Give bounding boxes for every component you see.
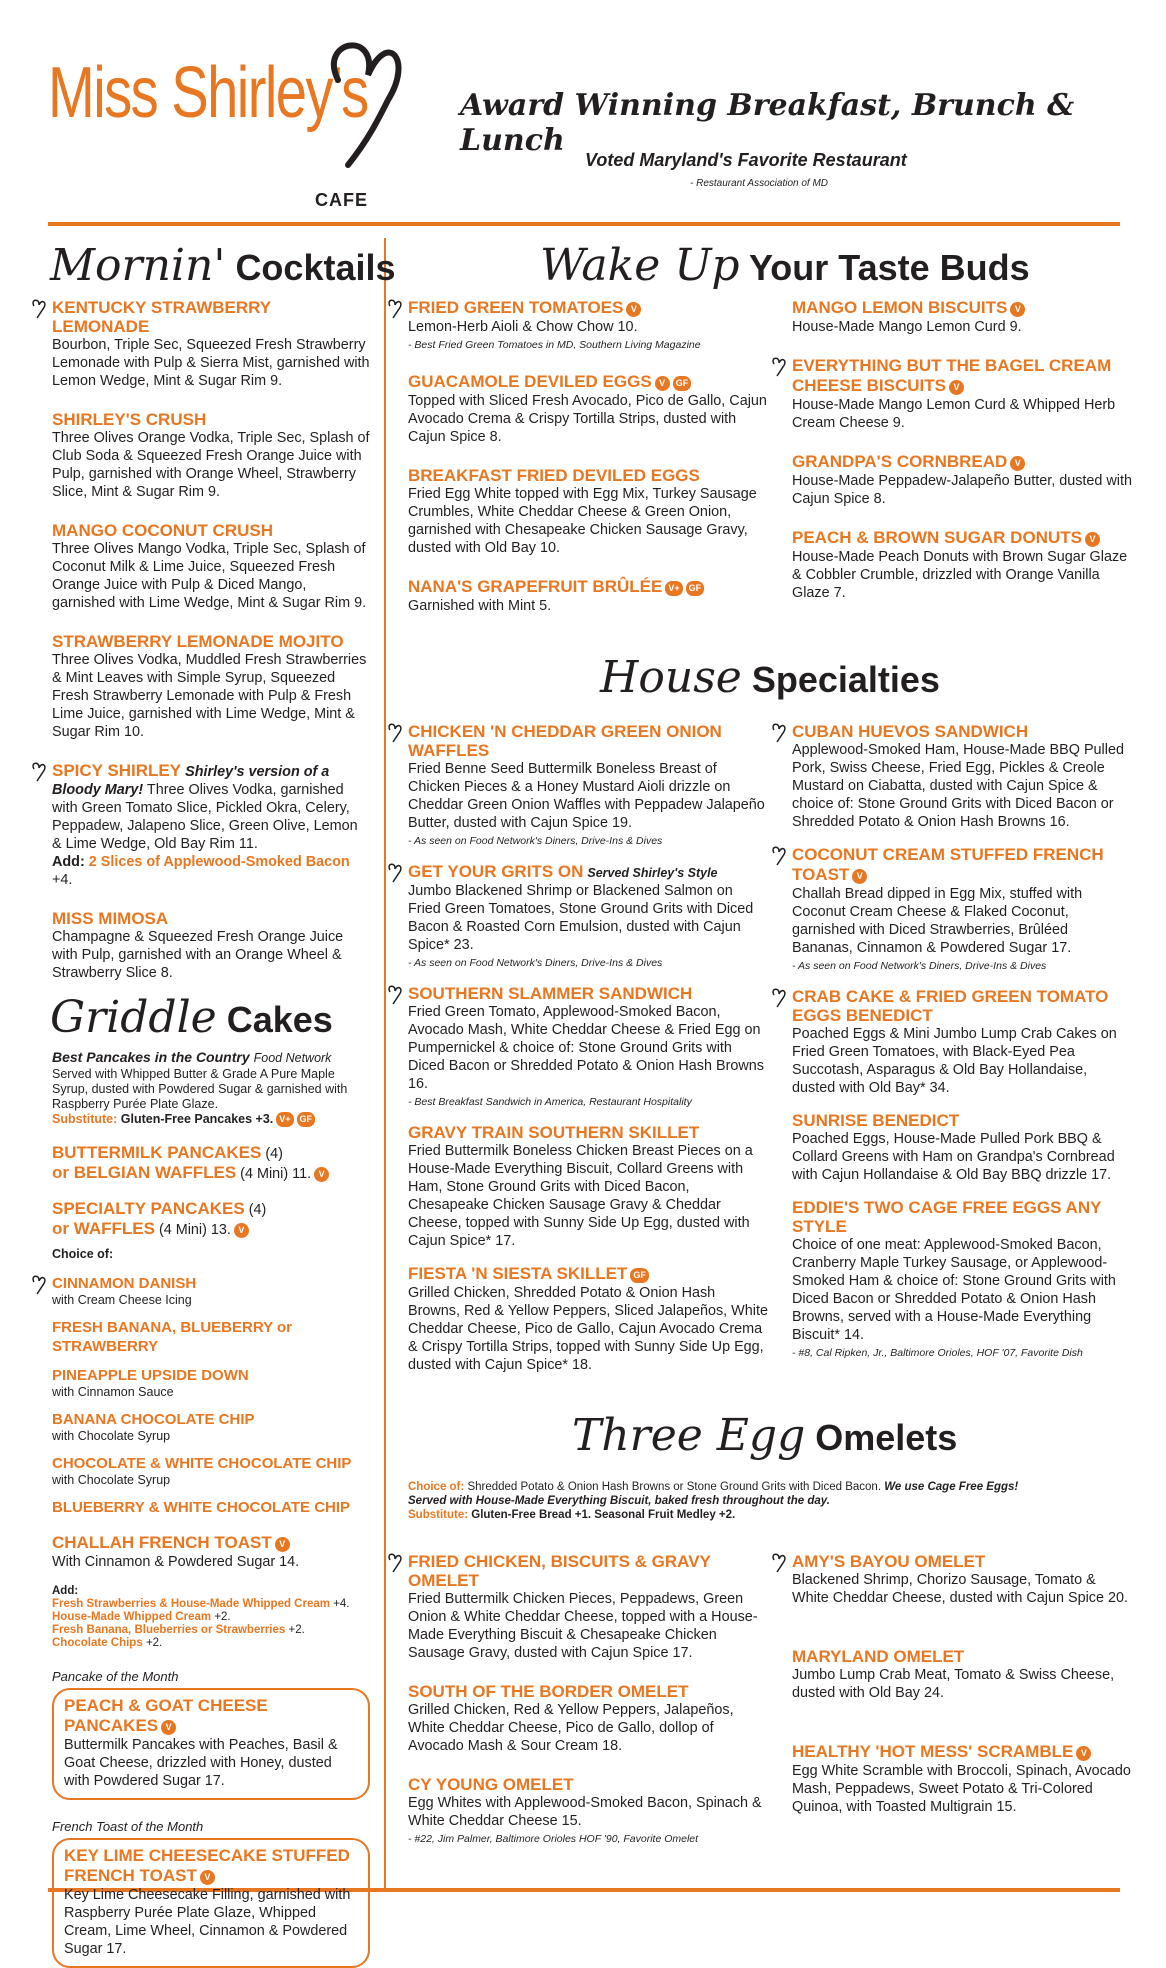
menu-item: SOUTH OF THE BORDER OMELET Grilled Chicken, Red & Yellow Peppers, Jalapeños, White Cheddar Cheese, Pico de Gallo, dollop of Avocado Mash & Sour Cream 18. bbox=[408, 1682, 734, 1754]
menu-item: FRIED CHICKEN, BISCUITS & GRAVY OMELET Fried Buttermilk Chicken Pieces, Peppadews, Green Onion & White Cheddar Cheese, topped with a House-Made Everything Biscuit & Chesapeake Chicken Sausage Gravy, dusted with Cajun Spice 17. bbox=[408, 1552, 768, 1662]
heart-icon bbox=[386, 722, 404, 744]
choice-item: BANANA CHOCOLATE CHIP with Chocolate Syrup bbox=[52, 1411, 255, 1444]
vegetarian-badge: V bbox=[852, 869, 867, 884]
menu-item: HEALTHY 'HOT MESS' SCRAMBLE V Egg White Scramble with Broccoli, Spinach, Avocado Mash, Peppadews, Sweet Potato & Tri-Colored Quinoa, with Toasted Multigrain 15. bbox=[792, 1742, 1131, 1815]
heart-icon bbox=[30, 761, 48, 783]
heart-logo-icon bbox=[318, 30, 408, 170]
add-ons: Add: Fresh Strawberries & House-Made Whipped Cream +4. House-Made Whipped Cream +2. Fresh Banana, Blueberries or Strawberries +2. Chocolate Chips +2. bbox=[52, 1585, 350, 1650]
menu-item: MANGO LEMON BISCUITS V House-Made Mango Lemon Curd 9. bbox=[792, 298, 1132, 336]
vegetarian-badge: V bbox=[161, 1720, 176, 1735]
omelets-intro: Choice of: Shredded Potato & Onion Hash Browns or Stone Ground Grits with Diced Bacon. We use Cage Free Eggs! Served with House-Made Everything Biscuit, baked fresh throughout the day. Substitute: Gluten-Free Bread +1. Seasonal Fruit Medley +2. bbox=[408, 1481, 1019, 1521]
wakeup-title: Wake Up Your Taste Buds bbox=[540, 240, 1030, 291]
heart-icon bbox=[386, 1552, 404, 1574]
wakeup-left-list bbox=[408, 298, 768, 635]
vegetarian-badge: V bbox=[1010, 456, 1025, 471]
vegetarian-badge: V bbox=[314, 1167, 329, 1182]
menu-item: NANA'S GRAPEFRUIT BRÛLÉE V+ GF Garnished with Mint 5. bbox=[408, 577, 768, 615]
omelets-title: Three Egg Omelets bbox=[572, 1410, 958, 1461]
heart-icon bbox=[386, 862, 404, 884]
vegan-badge: V+ bbox=[665, 581, 682, 596]
vegetarian-badge: V bbox=[626, 302, 641, 317]
menu-item: CRAB CAKE & FRIED GREEN TOMATO EGGS BENEDICT Poached Eggs & Mini Jumbo Lump Crab Cakes on Fried Green Tomatoes, with Black-Eyed Pea Succotash, Asparagus & Old Bay Hollandaise, dusted with Old Bay* 34. bbox=[792, 987, 1132, 1097]
vegetarian-badge: V bbox=[949, 380, 964, 395]
gluten-free-badge: GF bbox=[673, 376, 692, 391]
pancake-of-month-box: PEACH & GOAT CHEESE PANCAKES V Buttermilk Pancakes with Peaches, Basil & Goat Cheese, drizzled with Honey, dusted with Powdered Sugar 17. bbox=[52, 1688, 370, 1800]
cocktails-title: Mornin' Cocktails bbox=[50, 240, 396, 291]
griddle-title: Griddle Cakes bbox=[50, 992, 333, 1043]
choice-item: BLUEBERRY & WHITE CHOCOLATE CHIP bbox=[52, 1499, 351, 1517]
griddle-list: Best Pancakes in the Country Food Network Served with Whipped Butter & Grade A Pure Maple Syrup, dusted with Powdered Sugar & garnished with Raspberry Purée Plate Glaze. Substitute: Gluten-Free Pancakes +3. V+ GF BUTTERMILK PANCAKES (4) or BELGIAN WAFFLES (4 Mini) 11. V SPECIALTY PANCAKES (4) or WAFFLES (4 Mini) 13. V Choice of: CINNAMON DANISH with Cream Cheese Icing FRESH BANANA, BLUEBERRY or STRAWBERRY PINEAPPLE UPSIDE DOWN with Cinnamon Sauce BANANA CHOCOLATE CHIP with Chocolate Syrup CHOCOLATE & WHITE CHOCOLATE CHIP with Chocolate Syrup BLUEBERRY & WHITE CHOCOLATE CHIP CHALLAH FRENCH TOAST V With Cinnamon & Powdered Sugar 14. Add: Fresh Strawberries & House-Made Whipped Cream +4. House-Made Whipped Cream +2. Fresh Banana, Blueberries or Strawberries +2. Chocolate Chips +2. Pancake of the Month PEACH & GOAT CHEESE PANCAKES V Buttermilk Pancakes with Peaches, Basil & Goat Cheese, drizzled with Honey, dusted with Powdered Sugar 17. French Toast of the Month KEY LIME CHEESECAKE STUFFED FRENCH TOAST V Key Lime Cheesecake Filling, garnished with Raspberry Purée Plate Glaze, Whipped Cream, Lime Wheel, Cinnamon & Powdered Sugar 17. bbox=[52, 1048, 370, 1968]
vegetarian-badge: V bbox=[200, 1870, 215, 1885]
logo-cafe: CAFE bbox=[315, 190, 368, 210]
cocktail-item: KENTUCKY STRAWBERRY LEMONADE Bourbon, Triple Sec, Squeezed Fresh Strawberry Lemonade with Pulp & Sierra Mist, garnished with Lemon Wedge, Mint & Sugar Rim 9. bbox=[52, 298, 370, 390]
vegetarian-badge: V bbox=[275, 1537, 290, 1552]
gluten-free-badge: GF bbox=[630, 1268, 649, 1283]
menu-item: SUNRISE BENEDICT Poached Eggs, House-Made Pulled Pork BBQ & Collard Greens with Ham on Grandpa's Cornbread with Cajun Hollandaise & Old Bay BBQ drizzle 17. bbox=[792, 1111, 1115, 1183]
menu-item: GRAVY TRAIN SOUTHERN SKILLET Fried Buttermilk Boneless Chicken Breast Pieces on a House-Made Everything Biscuit, Collard Greens with Ham, Stone Ground Grits with Diced Bacon, Chesapeake Chicken Sausage Gravy & Cheddar Cheese, topped with Sunny Side Up Egg, dusted with Cajun Spice* 17. bbox=[408, 1123, 753, 1249]
menu-item: BREAKFAST FRIED DEVILED EGGS Fried Egg White topped with Egg Mix, Turkey Sausage Crumbles, White Cheddar Cheese & Green Onion, garnished with Chesapeake Chicken Sausage Gravy, dusted with Old Bay 10. bbox=[408, 466, 757, 556]
logo-wordmark: Miss Shirley's bbox=[48, 53, 368, 133]
french-toast-of-month-box: KEY LIME CHEESECAKE STUFFED FRENCH TOAST V Key Lime Cheesecake Filling, garnished with Raspberry Purée Plate Glaze, Whipped Cream, Lime Wheel, Cinnamon & Powdered Sugar 17. bbox=[52, 1838, 370, 1968]
menu-item: GET YOUR GRITS ON Served Shirley's Style Jumbo Blackened Shrimp or Blackened Salmon on Fried Green Tomatoes, Stone Ground Grits with Diced Bacon & Roasted Corn Emulsion, dusted with Cajun Spice* 23. - As seen on Food Network's Diners, Drive-Ins & Dives bbox=[408, 862, 768, 970]
menu-item: EDDIE'S TWO CAGE FREE EGGS ANY STYLE Choice of one meat: Applewood-Smoked Bacon, Cranberry Maple Turkey Sausage, or Applewood-Smoked Ham & choice of: Stone Ground Grits with Diced Bacon or Shredded Potato & Onion Hash Browns, served with a House-Made Everything Biscuit* 14. - #8, Cal Ripken, Jr., Baltimore Orioles, HOF '07, Favorite Dish bbox=[792, 1198, 1116, 1359]
house-left-list bbox=[408, 722, 768, 1394]
pancake-of-month-label: Pancake of the Month bbox=[52, 1669, 179, 1685]
menu-item: FIESTA 'N SIESTA SKILLET GF Grilled Chicken, Shredded Potato & Onion Hash Browns, Red & Yellow Peppers, Sliced Jalapeños, White Cheddar Cheese, Pico de Gallo, Cajun Avocado Crema & Crispy Tortilla Strips, topped with Sunny Side Up Egg, dusted with Cajun Spice* 18. bbox=[408, 1264, 768, 1373]
omelets-left-list bbox=[408, 1552, 768, 1866]
tagline: Award Winning Breakfast, Brunch & Lunch bbox=[460, 88, 1075, 158]
gluten-free-badge: GF bbox=[686, 581, 705, 596]
house-title: House Specialties bbox=[600, 652, 940, 703]
menu-item: FRIED GREEN TOMATOES V Lemon-Herb Aioli & Chow Chow 10. - Best Fried Green Tomatoes in MD, Southern Living Magazine bbox=[408, 298, 768, 352]
menu-item: CHICKEN 'N CHEDDAR GREEN ONION WAFFLES Fried Benne Seed Buttermilk Boneless Breast of Chicken Pieces & a Honey Mustard Aioli drizzle on Cheddar Green Onion Waffles with Peppadew Jalapeño Butter, dusted with Cajun Spice 19. - As seen on Food Network's Diners, Drive-Ins & Dives bbox=[408, 722, 768, 848]
omelets-right-list bbox=[792, 1552, 1132, 1836]
top-divider bbox=[48, 222, 1120, 226]
menu-item: GRANDPA'S CORNBREAD V House-Made Peppadew-Jalapeño Butter, dusted with Cajun Spice 8. bbox=[792, 452, 1132, 507]
heart-icon bbox=[770, 722, 788, 744]
vegetarian-badge: V bbox=[1010, 302, 1025, 317]
wakeup-right-list bbox=[792, 298, 1132, 622]
cocktail-item: SHIRLEY'S CRUSH Three Olives Orange Vodka, Triple Sec, Splash of Club Soda & Squeezed Fresh Orange Juice with Pulp, garnished with Orange Wheel, Strawberry Slice, Mint & Sugar Rim 9. bbox=[52, 410, 370, 500]
heart-icon bbox=[386, 984, 404, 1006]
cocktail-item: MISS MIMOSA Champagne & Squeezed Fresh Orange Juice with Pulp, garnished with an Orange Wheel & Strawberry Slice 8. bbox=[52, 909, 344, 981]
vegetarian-badge: V bbox=[655, 376, 670, 391]
cocktail-item: SPICY SHIRLEY Shirley's version of a Bloody Mary! Three Olives Vodka, garnished with Green Tomato Slice, Pickled Okra, Celery, Peppadew, Jalapeno Slice, Green Olive, Lemon & Lime Wedge, Old Bay Rim 11. Add: 2 Slices of Applewood-Smoked Bacon +4. bbox=[52, 761, 370, 889]
cocktails-list bbox=[52, 298, 370, 1002]
cocktail-item: MANGO COCONUT CRUSH Three Olives Mango Vodka, Triple Sec, Splash of Coconut Milk & Lime Juice, Squeezed Fresh Orange Juice with Pulp & Diced Mango, garnished with Lime Wedge, Mint & Sugar Rim 9. bbox=[52, 521, 367, 611]
menu-item: EVERYTHING BUT THE BAGEL CREAM CHEESE BISCUITS V House-Made Mango Lemon Curd & Whipped Herb Cream Cheese 9. bbox=[792, 356, 1132, 432]
gluten-free-badge: GF bbox=[297, 1112, 316, 1127]
menu-item: CY YOUNG OMELET Egg Whites with Applewood-Smoked Bacon, Spinach & White Cheddar Cheese 15. - #22, Jim Palmer, Baltimore Orioles HOF '90, Favorite Omelet bbox=[408, 1775, 762, 1845]
menu-item: COCONUT CREAM STUFFED FRENCH TOAST V Challah Bread dipped in Egg Mix, stuffed with Coconut Cream Cheese & Flaked Coconut, garnished with Diced Strawberries, Brûléed Bananas, Cinnamon & Powdered Sugar 17. - As seen on Food Network's Diners, Drive-Ins & Dives bbox=[792, 845, 1132, 973]
menu-item: MARYLAND OMELET Jumbo Lump Crab Meat, Tomato & Swiss Cheese, dusted with Old Bay 24. bbox=[792, 1647, 1115, 1701]
voted-text: Voted Maryland's Favorite Restaurant bbox=[585, 150, 907, 170]
heart-icon bbox=[30, 1274, 48, 1296]
menu-item: SOUTHERN SLAMMER SANDWICH Fried Green Tomato, Applewood-Smoked Bacon, Avocado Mash, White Cheddar Cheese & Fried Egg on Pumpernickel & choice of: Stone Ground Grits with Diced Bacon or Shredded Potato & Onion Hash Browns 16. - Best Breakfast Sandwich in America, Restaurant Hospitality bbox=[408, 984, 768, 1109]
heart-icon bbox=[770, 987, 788, 1009]
choice-item: CHOCOLATE & WHITE CHOCOLATE CHIP with Chocolate Syrup bbox=[52, 1455, 352, 1488]
column-divider bbox=[384, 238, 386, 1888]
choice-item: FRESH BANANA, BLUEBERRY or STRAWBERRY bbox=[52, 1319, 293, 1356]
menu-item: PEACH & BROWN SUGAR DONUTS V House-Made Peach Donuts with Brown Sugar Glaze & Cobbler Crumble, drizzled with Orange Vanilla Glaze 7. bbox=[792, 528, 1128, 601]
vegetarian-badge: V bbox=[1085, 532, 1100, 547]
challah-item: CHALLAH FRENCH TOAST V With Cinnamon & Powdered Sugar 14. bbox=[52, 1533, 300, 1571]
cocktail-item: STRAWBERRY LEMONADE MOJITO Three Olives Vodka, Muddled Fresh Strawberries & Mint Leaves with Simple Syrup, Squeezed Fresh Strawberry Lemonade with Pulp & Fresh Lime Juice, garnished with Lime Wedge, Mint & Sugar Rim 10. bbox=[52, 632, 367, 740]
choice-item: PINEAPPLE UPSIDE DOWN with Cinnamon Sauce bbox=[52, 1367, 249, 1400]
heart-icon bbox=[30, 298, 48, 320]
heart-icon bbox=[770, 845, 788, 867]
vegan-badge: V+ bbox=[276, 1112, 293, 1127]
menu-item: AMY'S BAYOU OMELET Blackened Shrimp, Chorizo Sausage, Tomato & White Cheddar Cheese, dusted with Cajun Spice 20. bbox=[792, 1552, 1132, 1607]
heart-icon bbox=[770, 356, 788, 378]
heart-icon bbox=[770, 1552, 788, 1574]
french-toast-of-month-label: French Toast of the Month bbox=[52, 1819, 204, 1835]
menu-item: CUBAN HUEVOS SANDWICH Applewood-Smoked Ham, House-Made BBQ Pulled Pork, Swiss Cheese, Fried Egg, Pickles & Creole Mustard on Ciabatta, dusted with Cajun Spice & choice of: Stone Ground Grits with Diced Bacon or Shredded Potato & Onion Hash Browns 16. bbox=[792, 722, 1132, 831]
menu-item: GUACAMOLE DEVILED EGGS V GF Topped with Sliced Fresh Avocado, Pico de Gallo, Cajun Avocado Crema & Crispy Tortilla Strips, dusted with Cajun Spice 8. bbox=[408, 372, 767, 445]
heart-icon bbox=[386, 298, 404, 320]
voted-source: - Restaurant Association of MD bbox=[690, 178, 829, 189]
choice-item: CINNAMON DANISH with Cream Cheese Icing bbox=[52, 1274, 370, 1308]
house-right-list bbox=[792, 722, 1132, 1380]
vegetarian-badge: V bbox=[1076, 1746, 1091, 1761]
vegetarian-badge: V bbox=[234, 1223, 249, 1238]
